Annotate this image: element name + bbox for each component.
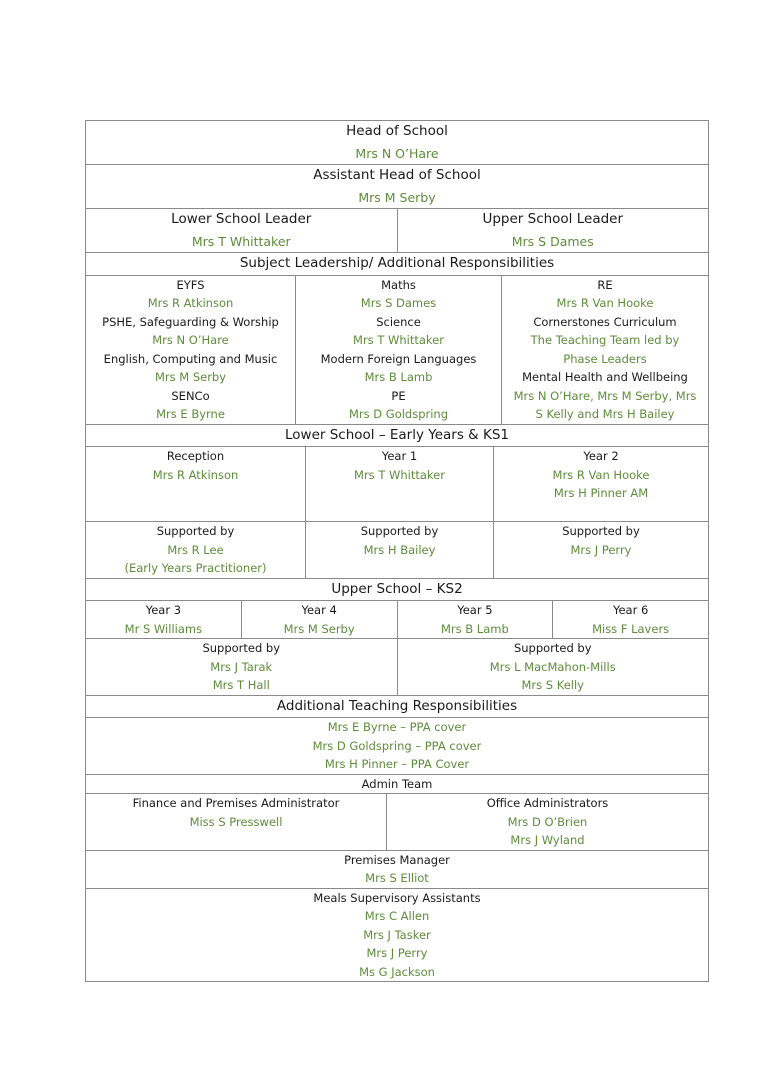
finance-admin-cell	[86, 794, 386, 850]
upper-school-leader-cell	[397, 209, 709, 252]
staff-name: Mrs J Wyland	[510, 833, 585, 847]
office-admin-cell	[386, 794, 708, 850]
additional-teaching-list	[86, 718, 708, 774]
section-heading: Subject Leadership/ Additional Responsibilities	[239, 255, 555, 271]
teacher-name: Mrs R Atkinson	[152, 467, 239, 482]
support-years-3-4	[86, 639, 397, 695]
year-label: Reception	[166, 449, 225, 463]
meals-supervisors-cell	[86, 889, 708, 982]
staff-name: Mrs T Whittaker	[191, 233, 291, 249]
class-reception	[86, 447, 305, 521]
subject-leadership-row	[86, 275, 708, 424]
subject-column-2	[295, 276, 501, 424]
lower-school-classes-row	[86, 446, 708, 521]
assistant-head-row	[86, 164, 708, 208]
teacher-name: Miss F Lavers	[592, 621, 670, 636]
staff-name: Mrs L MacMahon-Mills	[489, 659, 616, 674]
role-title: Head of School	[346, 123, 448, 139]
year-label: Year 5	[457, 603, 493, 617]
section-heading-cell	[86, 253, 708, 275]
staff-name: Ms G Jackson	[359, 964, 435, 979]
subject-leadership-header	[86, 252, 708, 275]
class-year-5	[397, 601, 553, 638]
staff-name: Mrs M Serby	[358, 189, 436, 205]
list-item: Mrs D Goldspring – PPA cover	[312, 738, 482, 753]
role-title: Finance and Premises Administrator	[132, 796, 340, 810]
assistant-head-cell	[86, 165, 708, 208]
role-title: Meals Supervisory Assistants	[313, 890, 481, 905]
section-heading: Admin Team	[361, 776, 433, 791]
staff-name: Mrs D Goldspring	[348, 407, 449, 421]
staff-name: Mrs S Elliot	[365, 871, 429, 885]
staff-name: Mrs T Whittaker	[353, 333, 444, 347]
additional-teaching-row	[86, 717, 708, 774]
premises-manager-cell	[86, 851, 708, 888]
subject-label: Maths	[381, 277, 416, 292]
support-label: Supported by	[562, 524, 640, 538]
staff-name: Mrs R Lee	[167, 542, 224, 557]
staff-name: Mrs N O’Hare	[152, 333, 229, 347]
subject-label: Science	[376, 314, 421, 329]
staff-role: (Early Years Practitioner)	[124, 561, 267, 575]
staff-name: Mrs S Dames	[511, 233, 594, 249]
lower-school-header	[86, 424, 708, 447]
school-leaders-row	[86, 208, 708, 252]
upper-school-classes-row	[86, 600, 708, 638]
year-label: Year 6	[612, 603, 649, 617]
staff-name: Mrs H Bailey	[363, 542, 436, 557]
role-title: Office Administrators	[486, 796, 609, 810]
staff-name: Mrs R Atkinson	[147, 296, 234, 310]
lower-school-support-row	[86, 521, 708, 578]
staff-structure-table	[85, 120, 709, 982]
staff-name: Mrs J Perry	[366, 946, 428, 960]
support-year-2	[493, 522, 708, 578]
list-item: Mrs H Pinner – PPA Cover	[324, 757, 470, 771]
class-year-1	[305, 447, 493, 521]
head-of-school-cell	[86, 121, 708, 164]
support-label: Supported by	[156, 524, 235, 538]
subject-column-1	[86, 276, 295, 424]
teacher-name: Mrs B Lamb	[440, 621, 509, 636]
support-label: Supported by	[202, 641, 281, 655]
year-label: Year 2	[583, 449, 619, 463]
staff-name: Mrs E Byrne	[156, 407, 225, 421]
staff-name: Mrs N O’Hare, Mrs M Serby, Mrs	[513, 388, 697, 403]
staff-name: Mrs R Van Hooke	[556, 296, 654, 310]
support-label: Supported by	[513, 641, 592, 655]
subject-label: RE	[597, 277, 613, 292]
subject-label: PE	[391, 388, 406, 403]
section-heading-cell	[86, 579, 708, 601]
section-heading-cell	[86, 696, 708, 718]
staff-name: Mrs M Serby	[154, 370, 227, 384]
subject-label: Cornerstones Curriculum	[533, 314, 677, 329]
role-title: Upper School Leader	[482, 211, 624, 227]
role-title: Assistant Head of School	[313, 167, 481, 183]
staff-name: Miss S Presswell	[189, 814, 283, 829]
subject-label: PSHE, Safeguarding & Worship	[102, 314, 279, 329]
premises-manager-row	[86, 850, 708, 888]
teacher-name: Mrs R Van Hooke	[552, 467, 650, 482]
support-label: Supported by	[360, 524, 439, 538]
subject-label: Modern Foreign Languages	[320, 351, 477, 366]
head-of-school-row	[86, 121, 708, 164]
class-year-3	[86, 601, 241, 638]
subject-label: SENCo	[171, 388, 210, 403]
class-year-6	[552, 601, 708, 638]
list-item: Mrs E Byrne – PPA cover	[327, 720, 467, 734]
year-label: Year 1	[381, 449, 418, 463]
class-year-4	[241, 601, 397, 638]
subject-column-3	[501, 276, 708, 424]
role-title: Lower School Leader	[171, 211, 312, 227]
admin-team-row	[86, 793, 708, 850]
teacher-name: Mr S Williams	[124, 621, 203, 636]
meals-supervisors-row	[86, 888, 708, 982]
teacher-name: Mrs M Serby	[283, 621, 355, 636]
staff-name: Mrs S Kelly	[521, 678, 584, 692]
admin-team-header	[86, 774, 708, 794]
upper-school-header	[86, 578, 708, 601]
support-year-1	[305, 522, 493, 578]
staff-name: Mrs S Dames	[360, 296, 437, 310]
section-heading: Lower School – Early Years & KS1	[284, 426, 509, 443]
teacher-name: Mrs H Pinner AM	[553, 486, 649, 500]
support-reception	[86, 522, 305, 578]
staff-name: S Kelly and Mrs H Bailey	[535, 407, 675, 421]
section-heading-cell	[86, 775, 708, 794]
lower-school-leader-cell	[86, 209, 397, 252]
staff-name: Mrs C Allen	[364, 909, 430, 923]
additional-teaching-header	[86, 695, 708, 718]
staff-name: Mrs J Tasker	[363, 927, 431, 942]
staff-name: Mrs D O’Brien	[507, 814, 588, 829]
class-year-2	[493, 447, 708, 521]
staff-name: Mrs N O’Hare	[355, 145, 439, 161]
subject-label: EYFS	[176, 277, 205, 292]
staff-name: Mrs J Tarak	[210, 659, 273, 674]
subject-label: English, Computing and Music	[103, 351, 278, 366]
upper-school-support-row	[86, 638, 708, 695]
year-label: Year 3	[145, 603, 182, 617]
teacher-name: Mrs T Whittaker	[354, 467, 445, 482]
support-years-5-6	[397, 639, 709, 695]
year-label: Year 4	[301, 603, 337, 617]
staff-name: The Teaching Team led by	[530, 333, 680, 347]
section-heading-cell	[86, 425, 708, 447]
subject-label: Mental Health and Wellbeing	[522, 370, 688, 384]
staff-name: Mrs J Perry	[570, 542, 632, 557]
role-title: Premises Manager	[344, 852, 450, 867]
staff-name: Mrs T Hall	[212, 678, 270, 692]
section-heading: Upper School – KS2	[331, 580, 463, 597]
staff-name: Mrs B Lamb	[364, 370, 433, 384]
staff-name: Phase Leaders	[563, 351, 647, 366]
section-heading: Additional Teaching Responsibilities	[276, 697, 518, 714]
